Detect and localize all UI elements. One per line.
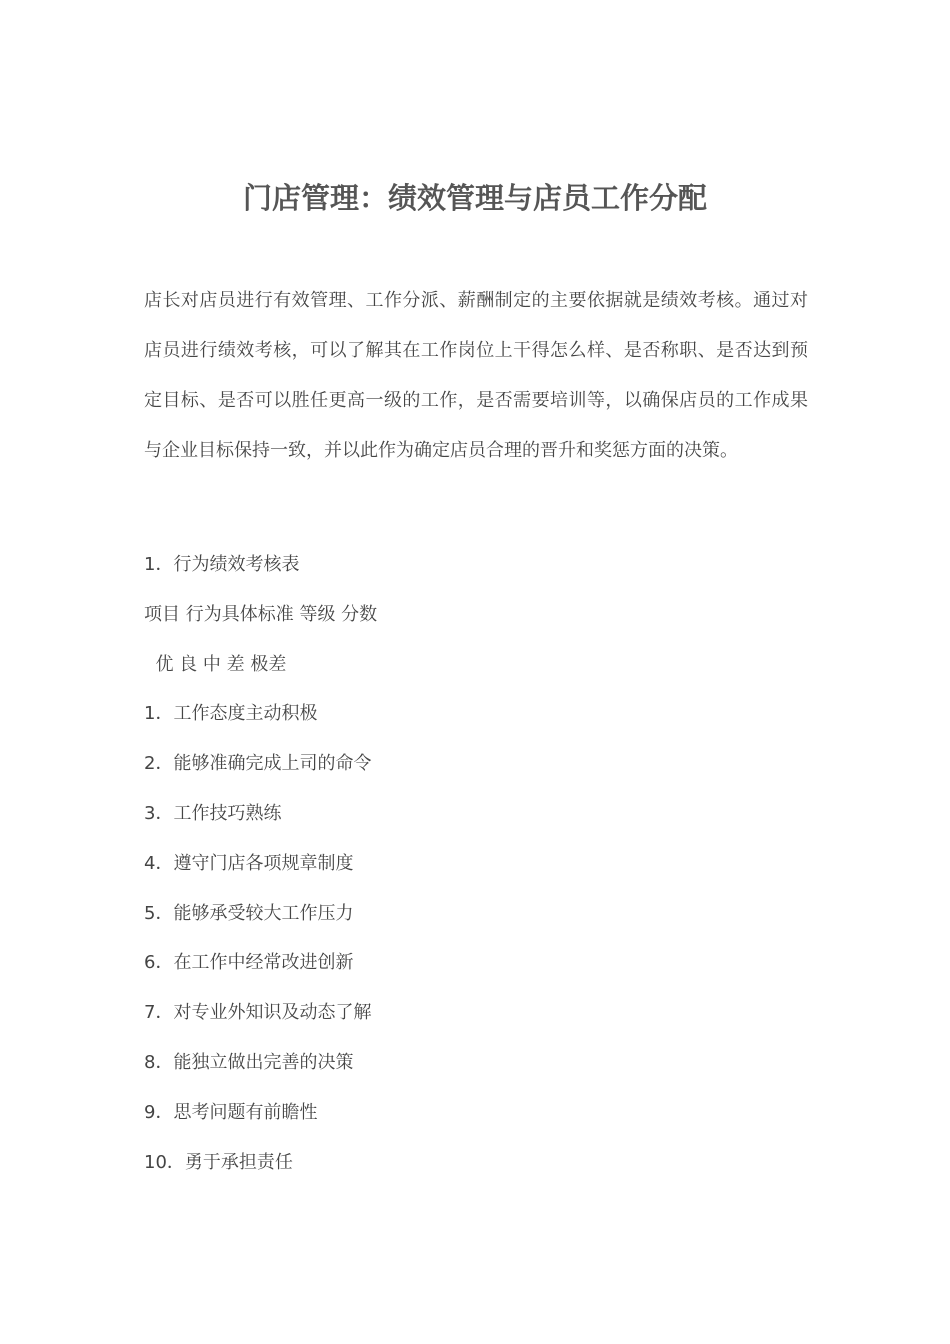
- list-item: 10．勇于承担责任: [144, 1151, 293, 1173]
- list-item: 5．能够承受较大工作压力: [144, 902, 354, 924]
- list-item: 3．工作技巧熟练: [144, 802, 282, 824]
- grade-levels: 优 良 中 差 极差: [144, 653, 287, 675]
- list-item: 1．工作态度主动积极: [144, 703, 318, 725]
- list-item: 2．能够准确完成上司的命令: [144, 753, 372, 775]
- list-item: 9．思考问题有前瞻性: [144, 1101, 318, 1123]
- list-item: 8．能独立做出完善的决策: [144, 1051, 354, 1073]
- section-heading: 1．行为绩效考核表: [144, 554, 300, 575]
- list-item: 7．对专业外知识及动态了解: [144, 1002, 372, 1024]
- document-title: 门店管理：绩效管理与店员工作分配: [242, 181, 707, 215]
- evaluation-list: [144, 540, 808, 1187]
- intro-paragraph: 店长对店员进行有效管理、工作分派、薪酬制定的主要依据就是绩效考核。通过对店员进行绩效考核，可以了解其在工作岗位上干得怎么样、是否称职、是否达到预定目标、是否可以胜任更高一级的工作，是否需要培训等，以确保店员的工作成果与企业目标保持一致，并以此作为确定店员合理的晋升和奖惩方面的决策。: [144, 290, 808, 461]
- table-header: 项目 行为具体标准 等级 分数: [144, 603, 378, 625]
- list-item: 4．遵守门店各项规章制度: [144, 852, 354, 874]
- list-item: 6．在工作中经常改进创新: [144, 952, 354, 974]
